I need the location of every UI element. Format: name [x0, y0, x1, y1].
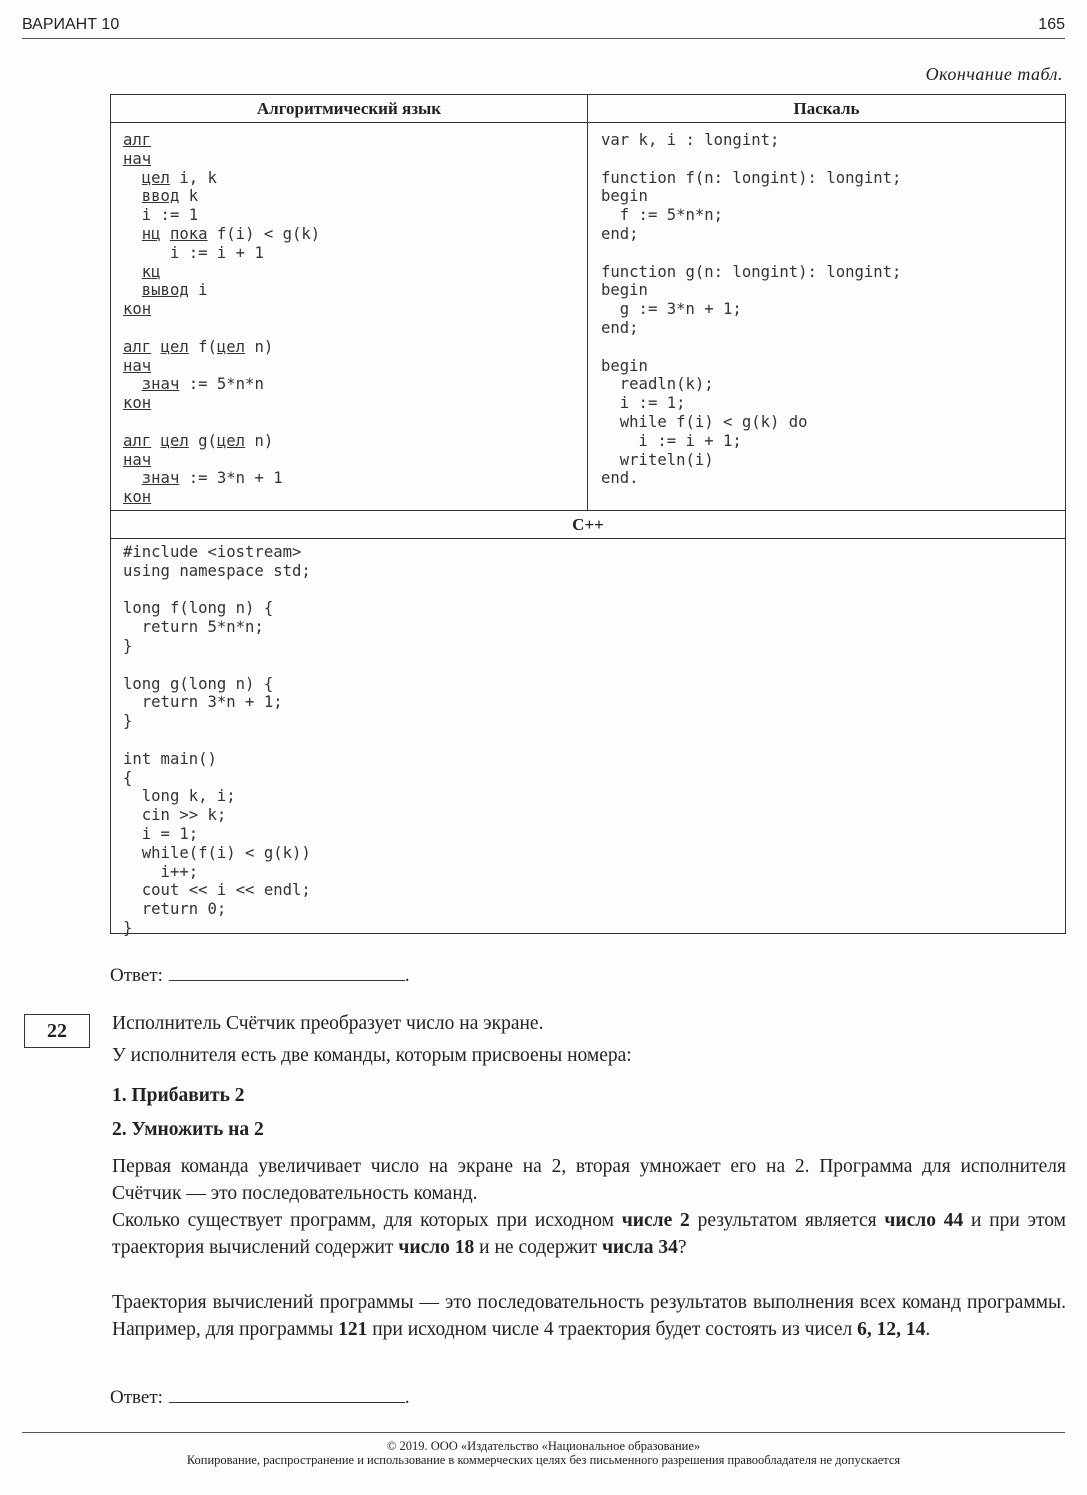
answer-label: Ответ: — [110, 965, 163, 986]
task-intro-2: У исполнителя есть две команды, которым присвоены номера: — [112, 1045, 632, 1066]
table-caption: Окончание табл. — [925, 64, 1063, 84]
page-header — [22, 14, 1065, 39]
answer-field[interactable] — [169, 962, 405, 981]
header-pascal: Паскаль — [588, 95, 1065, 123]
page-number: 165 — [1038, 16, 1065, 33]
header-algorithmic-language: Алгоритмический язык — [111, 95, 587, 123]
code-table — [110, 94, 1066, 937]
answer-label: Ответ: — [110, 1387, 163, 1408]
command-1: 1. Прибавить 2 — [112, 1085, 245, 1106]
header-cpp: C++ — [111, 511, 1065, 539]
answer-period: . — [404, 1387, 410, 1408]
answer-period: . — [404, 965, 410, 986]
column-divider — [587, 95, 588, 511]
page-footer — [22, 1432, 1065, 1467]
pascal-code: var k, i : longint; function f(n: longint): longint; begin f := 5*n*n; end; function g(n: longint): longint; begin g := 3*n + 1; end; begin readln(k); i := 1; while f(i) < g(k) do i := i + 1; writeln(i) end. — [601, 131, 902, 488]
cpp-code: #include <iostream> using namespace std; long f(long n) { return 5*n*n; } long g(long n) { return 3*n + 1; } int main() { long k, i; cin >> k; i = 1; while(f(i) < g(k)) i++; cout << i << endl; return 0; } — [123, 543, 311, 937]
answer-row-21 — [110, 962, 410, 987]
copyright-line: © 2019. ООО «Издательство «Национальное образование» — [386, 1439, 701, 1453]
command-2: 2. Умножить на 2 — [112, 1119, 264, 1140]
answer-row-22 — [110, 1384, 410, 1409]
task-intro-1: Исполнитель Счётчик преобразует число на экране. — [112, 1013, 544, 1034]
task-number-box: 22 — [24, 1014, 90, 1048]
variant-title: ВАРИАНТ 10 — [22, 16, 120, 33]
task-paragraph-1: Первая команда увеличивает число на экране на 2, вторая умножает его на 2. Программа для исполнителя Счётчик — это последовательность команд. — [112, 1156, 1066, 1204]
copyright-notice: Копирование, распространение и использование в коммерческих целях без письменного разрешения правообладателя не допускается — [186, 1453, 901, 1467]
task-question: Сколько существует программ, для которых при исходном числе 2 результатом является число 44 и при этом траектория вычислений содержит число 18 и не содержит числа 34? — [112, 1210, 1066, 1258]
algorithmic-code: алг нач цел i, k ввод k i := 1 нц пока f(i) < g(k) i := i + 1 кц вывод i кон алг цел f(цел n) нач знач := 5*n*n кон алг цел g(цел n) нач знач := 3*n + 1 кон — [123, 131, 321, 507]
answer-field[interactable] — [169, 1384, 405, 1403]
task-example: Траектория вычислений программы — это последовательность результатов выполнения всех команд программы. Например, для программы 121 при исходном числе 4 траектория будет состоять из чисел 6, 12, 14. — [112, 1292, 1066, 1340]
